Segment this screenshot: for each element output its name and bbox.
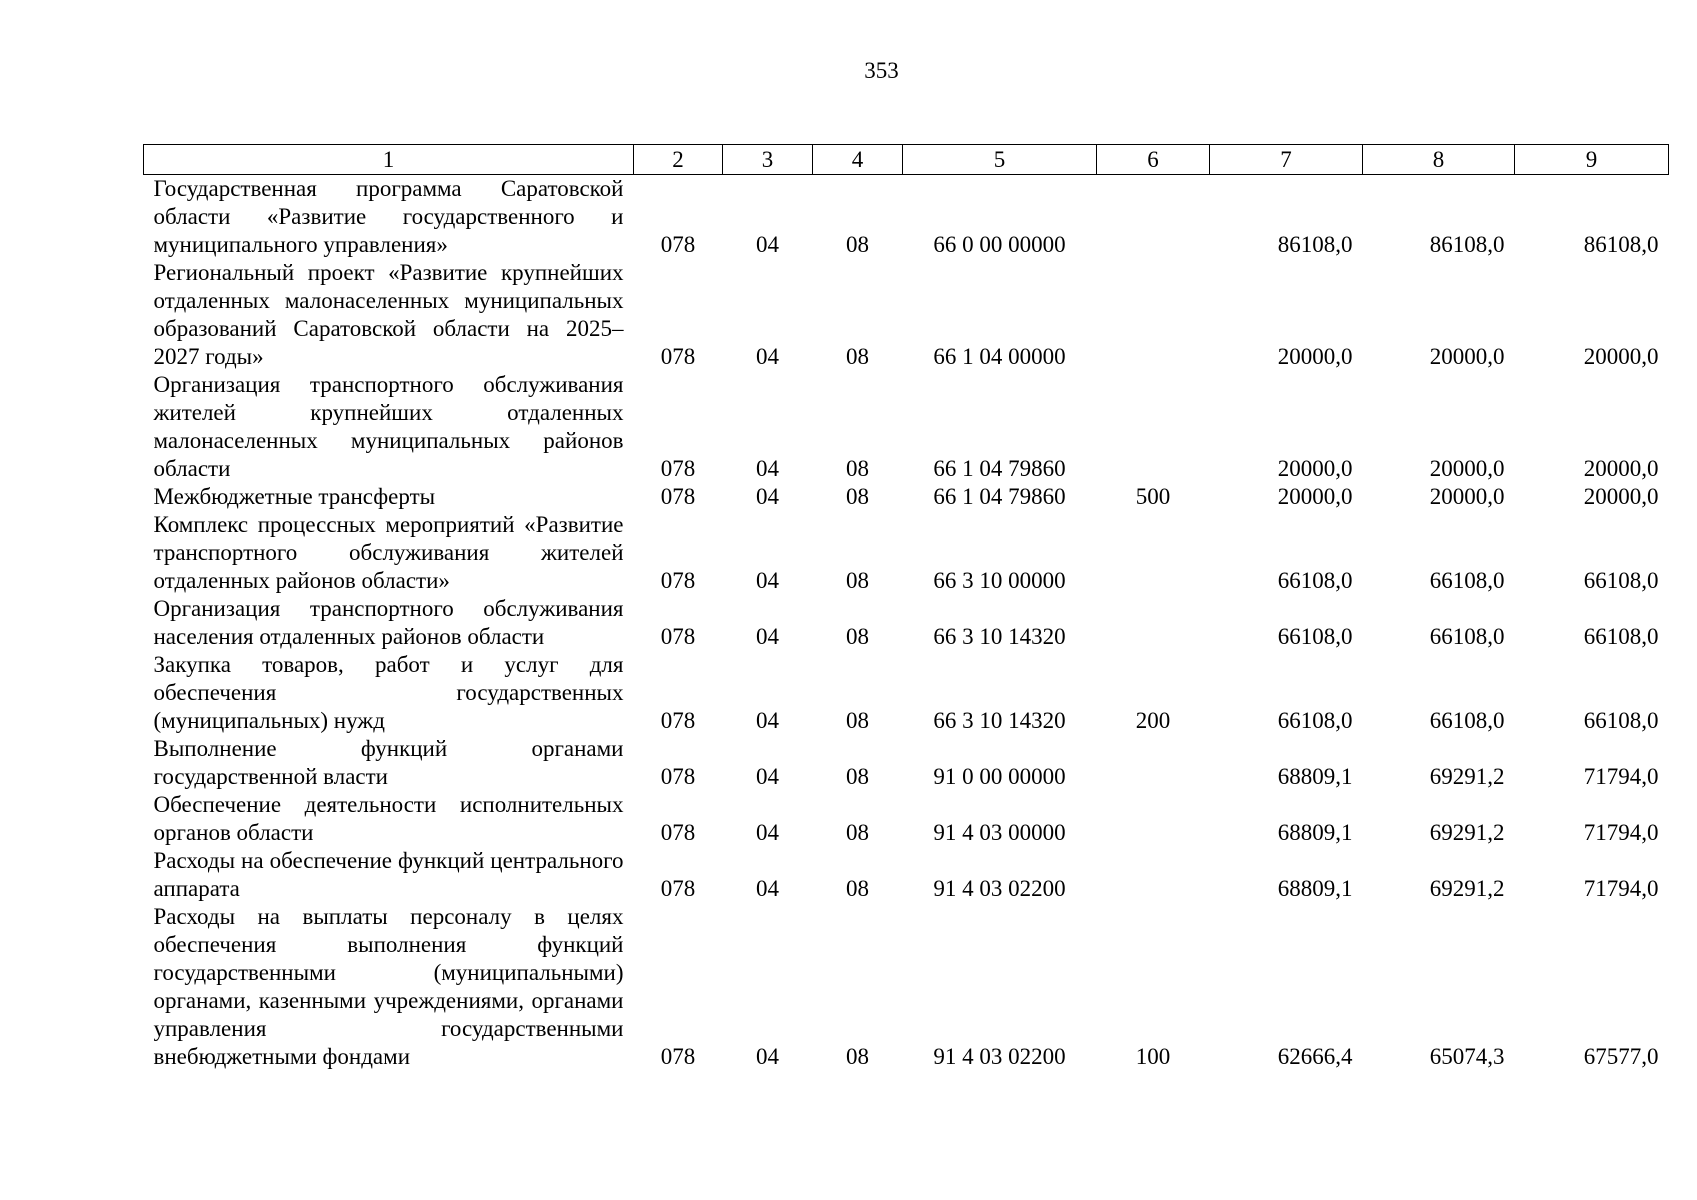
- table-body: [144, 175, 1669, 1072]
- header-cell-6: 6: [1097, 145, 1210, 175]
- row-value-col9: 86108,0: [1583, 232, 1659, 257]
- row-section: 04: [756, 624, 779, 649]
- row-expense-type: [1097, 791, 1210, 847]
- row-value-col7: 66108,0: [1277, 568, 1353, 593]
- row-admin-code: 078: [660, 708, 696, 733]
- row-target-article: 66 1 04 79860: [933, 456, 1066, 481]
- row-section: 04: [756, 484, 779, 509]
- table-row: [144, 651, 1669, 735]
- row-expense-type: [1097, 847, 1210, 903]
- row-value-col7: 20000,0: [1277, 484, 1353, 509]
- row-subsection: 08: [846, 624, 869, 649]
- row-value-col7: 66108,0: [1277, 624, 1353, 649]
- row-value-col8: 86108,0: [1429, 232, 1505, 257]
- row-target-article: 66 3 10 14320: [933, 624, 1066, 649]
- row-target-article: 91 4 03 02200: [933, 876, 1066, 901]
- row-expense-type: [1097, 175, 1210, 260]
- row-value-col7: 68809,1: [1277, 820, 1353, 845]
- row-value-col7: 68809,1: [1277, 764, 1353, 789]
- row-subsection: 08: [846, 708, 869, 733]
- row-value-col8: 69291,2: [1429, 820, 1505, 845]
- row-value-col8: 20000,0: [1429, 484, 1505, 509]
- table-row: [144, 903, 1669, 1071]
- row-value-col9: 20000,0: [1583, 456, 1659, 481]
- header-cell-7: 7: [1210, 145, 1363, 175]
- header-cell-4: 4: [813, 145, 903, 175]
- table-row: [144, 259, 1669, 371]
- row-section: 04: [756, 876, 779, 901]
- row-subsection: 08: [846, 764, 869, 789]
- row-admin-code: 078: [660, 624, 696, 649]
- table-row: [144, 847, 1669, 903]
- row-value-col7: 20000,0: [1277, 344, 1353, 369]
- row-name: Региональный проект «Развитие крупнейших отдаленных малонаселенных муниципальных образований Саратовской области на 2025–2027 годы»: [153, 260, 624, 369]
- row-value-col7: 62666,4: [1277, 1044, 1353, 1069]
- row-subsection: 08: [846, 484, 869, 509]
- row-target-article: 91 4 03 02200: [933, 1044, 1066, 1069]
- table-row: [144, 371, 1669, 483]
- row-section: 04: [756, 708, 779, 733]
- row-value-col8: 69291,2: [1429, 764, 1505, 789]
- row-section: 04: [756, 1044, 779, 1069]
- row-value-col9: 67577,0: [1583, 1044, 1659, 1069]
- row-admin-code: 078: [660, 764, 696, 789]
- row-value-col8: 20000,0: [1429, 344, 1505, 369]
- row-value-col9: 66108,0: [1583, 708, 1659, 733]
- row-value-col7: 66108,0: [1277, 708, 1353, 733]
- row-name: Выполнение функций органами государственной власти: [153, 736, 624, 789]
- row-admin-code: 078: [660, 484, 696, 509]
- row-value-col8: 66108,0: [1429, 624, 1505, 649]
- header-cell-9: 9: [1515, 145, 1669, 175]
- row-value-col7: 68809,1: [1277, 876, 1353, 901]
- header-cell-1: 1: [144, 145, 634, 175]
- row-value-col9: 20000,0: [1583, 484, 1659, 509]
- header-cell-8: 8: [1363, 145, 1515, 175]
- row-section: 04: [756, 568, 779, 593]
- row-value-col9: 71794,0: [1583, 820, 1659, 845]
- row-name: Организация транспортного обслуживания населения отдаленных районов области: [153, 596, 624, 649]
- row-section: 04: [756, 764, 779, 789]
- row-target-article: 66 0 00 00000: [933, 232, 1066, 257]
- row-value-col9: 71794,0: [1583, 876, 1659, 901]
- row-name: Закупка товаров, работ и услуг для обеспечения государственных (муниципальных) нужд: [153, 652, 624, 733]
- row-name: Расходы на обеспечение функций центрального аппарата: [153, 848, 624, 901]
- row-subsection: 08: [846, 820, 869, 845]
- row-target-article: 66 1 04 00000: [933, 344, 1066, 369]
- row-value-col8: 20000,0: [1429, 456, 1505, 481]
- row-section: 04: [756, 456, 779, 481]
- row-expense-type: [1097, 371, 1210, 483]
- row-section: 04: [756, 820, 779, 845]
- header-cell-2: 2: [634, 145, 723, 175]
- budget-table: [143, 144, 1669, 1071]
- row-admin-code: 078: [660, 876, 696, 901]
- row-admin-code: 078: [660, 820, 696, 845]
- row-subsection: 08: [846, 1044, 869, 1069]
- row-target-article: 66 1 04 79860: [933, 484, 1066, 509]
- row-admin-code: 078: [660, 232, 696, 257]
- header-cell-5: 5: [903, 145, 1097, 175]
- row-expense-type: [1097, 735, 1210, 791]
- row-value-col9: 71794,0: [1583, 764, 1659, 789]
- row-name: Обеспечение деятельности исполнительных органов области: [153, 792, 624, 845]
- row-expense-type: 100: [1135, 1044, 1171, 1069]
- row-subsection: 08: [846, 344, 869, 369]
- row-name: Межбюджетные трансферты: [153, 484, 436, 509]
- row-subsection: 08: [846, 232, 869, 257]
- row-name: Расходы на выплаты персоналу в целях обеспечения выполнения функций государственными (муниципальными) органами, казенными учреждениями, органами управления государственными внебюджетными фондами: [153, 904, 624, 1069]
- row-expense-type: [1097, 259, 1210, 371]
- row-name: Комплекс процессных мероприятий «Развитие транспортного обслуживания жителей отдаленных районов области»: [153, 512, 624, 593]
- row-expense-type: [1097, 595, 1210, 651]
- table-row: [144, 175, 1669, 260]
- row-value-col7: 20000,0: [1277, 456, 1353, 481]
- row-value-col9: 66108,0: [1583, 624, 1659, 649]
- row-value-col8: 66108,0: [1429, 708, 1505, 733]
- row-admin-code: 078: [660, 568, 696, 593]
- table-row: [144, 483, 1669, 511]
- row-target-article: 91 4 03 00000: [933, 820, 1066, 845]
- row-value-col9: 20000,0: [1583, 344, 1659, 369]
- row-value-col8: 69291,2: [1429, 876, 1505, 901]
- row-value-col8: 66108,0: [1429, 568, 1505, 593]
- row-admin-code: 078: [660, 1044, 696, 1069]
- row-name: Государственная программа Саратовской области «Развитие государственного и муниципального управления»: [153, 176, 624, 257]
- table-row: [144, 511, 1669, 595]
- page-number: 353: [864, 58, 899, 83]
- row-expense-type: 500: [1135, 484, 1171, 509]
- row-section: 04: [756, 344, 779, 369]
- row-expense-type: [1097, 511, 1210, 595]
- row-section: 04: [756, 232, 779, 257]
- row-subsection: 08: [846, 876, 869, 901]
- row-target-article: 66 3 10 14320: [933, 708, 1066, 733]
- header-row: [144, 145, 1669, 175]
- row-target-article: 66 3 10 00000: [933, 568, 1066, 593]
- table-row: [144, 735, 1669, 791]
- row-subsection: 08: [846, 456, 869, 481]
- row-value-col8: 65074,3: [1429, 1044, 1505, 1069]
- row-value-col7: 86108,0: [1277, 232, 1353, 257]
- table-row: [144, 595, 1669, 651]
- row-admin-code: 078: [660, 344, 696, 369]
- row-subsection: 08: [846, 568, 869, 593]
- table-header: [144, 145, 1669, 175]
- row-name: Организация транспортного обслуживания жителей крупнейших отдаленных малонаселенных муниципальных районов области: [153, 372, 624, 481]
- row-target-article: 91 0 00 00000: [933, 764, 1066, 789]
- row-admin-code: 078: [660, 456, 696, 481]
- row-expense-type: 200: [1135, 708, 1171, 733]
- row-value-col9: 66108,0: [1583, 568, 1659, 593]
- header-cell-3: 3: [723, 145, 813, 175]
- table-row: [144, 791, 1669, 847]
